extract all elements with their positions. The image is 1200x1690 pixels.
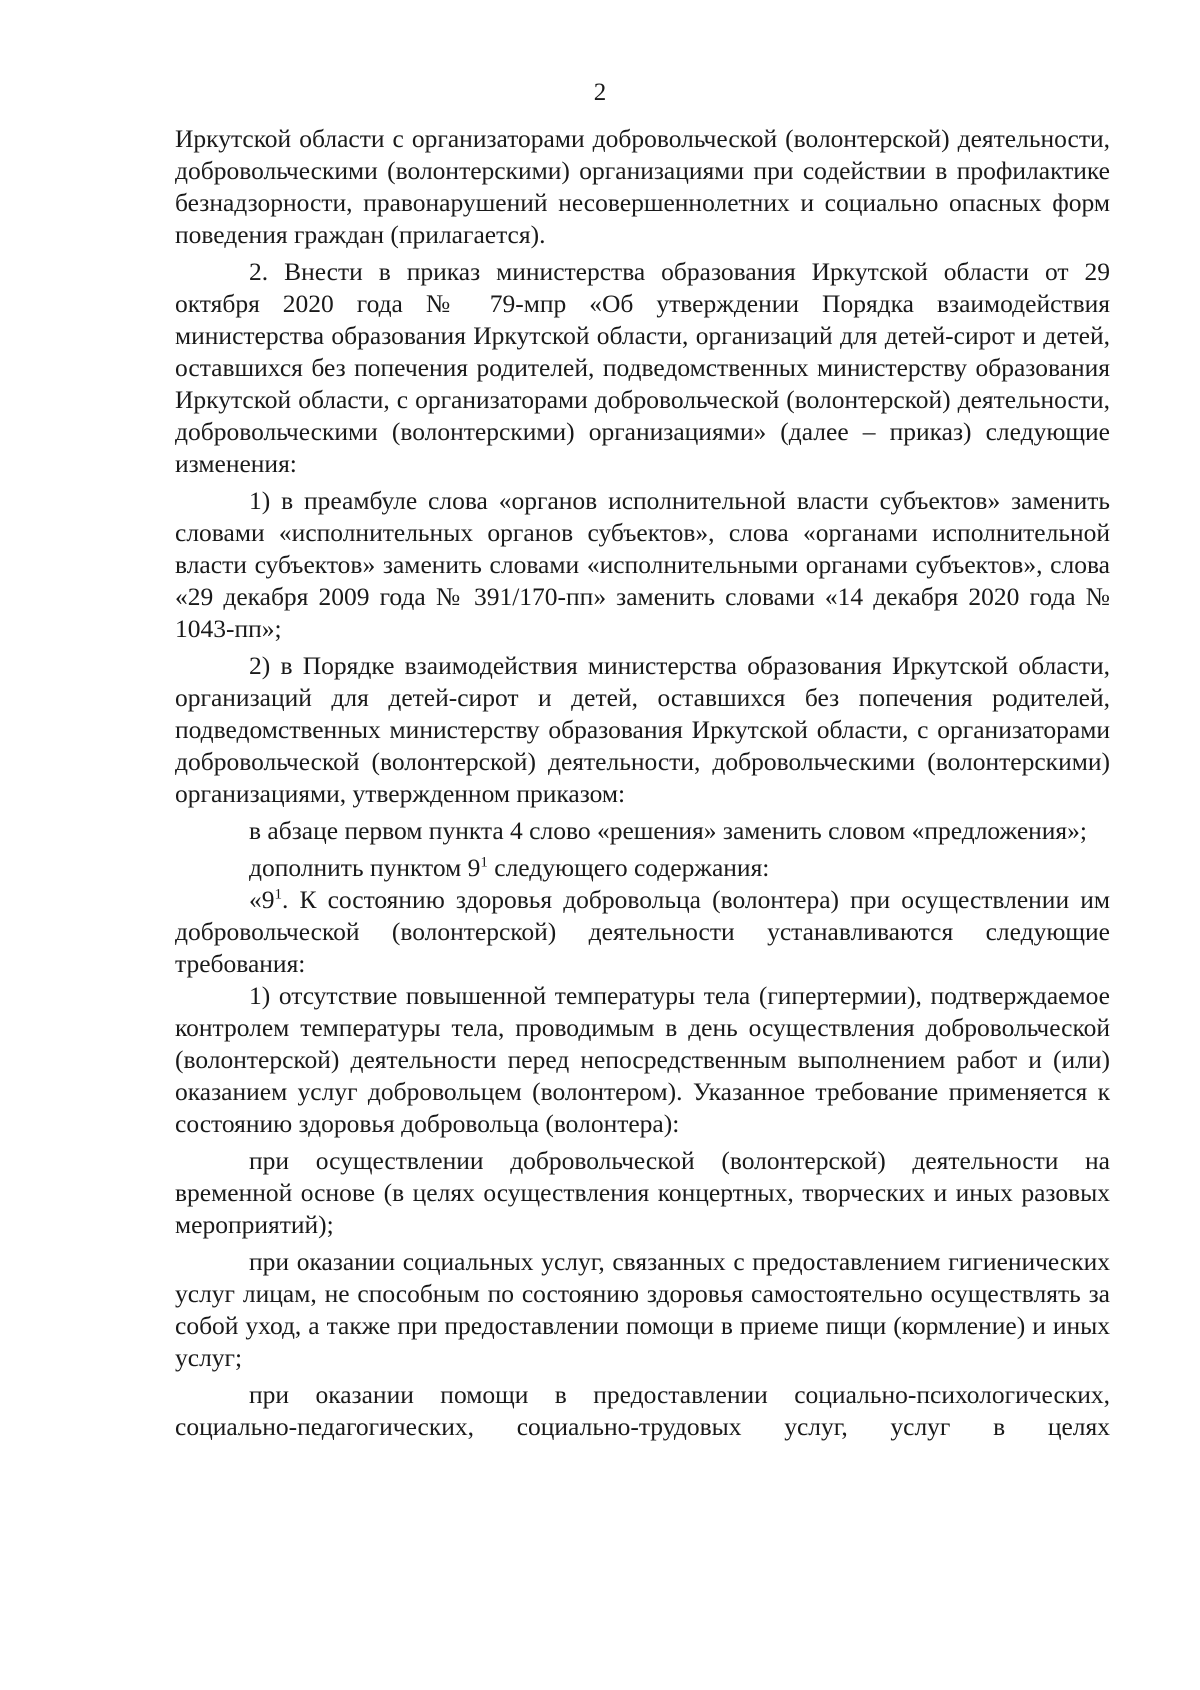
paragraph-text-after: . К состоянию здоровья добровольца (волонтера) при осуществлении им добровольческой (волонтерской) деятельности устанавливаются следующие требования: <box>175 885 1110 978</box>
paragraph-text-before: дополнить пунктом 9 <box>249 853 481 882</box>
paragraph-text-before: «9 <box>249 885 275 914</box>
paragraph-subitem-2: 2) в Порядке взаимодействия министерства образования Иркутской области, организаций для детей-сирот и детей, оставшихся без попечения родителей, подведомственных министерству образования Иркутской области, с организаторами добровольческой (волонтерской) деятельности, добровольческими (волонтерскими) организациями, утвержденном приказом: <box>175 651 1110 808</box>
paragraph-continuation: Иркутской области с организаторами добровольческой (волонтерской) деятельности, добровольческими (волонтерскими) организациями при содействии в профилактике безнадзорности, правонарушений несовершеннолетних и социально опасных форм поведения граждан (прилагается). <box>175 124 1110 249</box>
superscript: 1 <box>480 854 488 871</box>
paragraph-add-point-9-1 <box>175 852 1110 884</box>
paragraph-case-assistance: при оказании помощи в предоставлении социально-психологических, социально-педагогических, социально-трудовых услуг, услуг в целях <box>175 1380 1110 1441</box>
document-body <box>175 123 1110 1443</box>
page-number: 2 <box>593 79 607 106</box>
superscript: 1 <box>274 886 282 903</box>
paragraph-amendment-point-4: в абзаце первом пункта 4 слово «решения» заменить словом «предложения»; <box>249 816 1087 845</box>
paragraph-case-social-services: при оказании социальных услуг, связанных с предоставлением гигиенических услуг лицам, не способным по состоянию здоровья самостоятельно осуществлять за собой уход, а также при предоставлении помощи в приеме пищи (кормление) и иных услуг; <box>175 1247 1110 1372</box>
paragraph-requirement-1: 1) отсутствие повышенной температуры тела (гипертермии), подтверждаемое контролем температуры тела, проводимым в день осуществления добровольческой (волонтерской) деятельности перед непосредственным выполнением работ и (или) оказанием услуг добровольцем (волонтером). Указанное требование применяется к состоянию здоровья добровольца (волонтера): <box>175 981 1110 1138</box>
paragraph-text-after: следующего содержания: <box>487 853 770 882</box>
paragraph-case-temporary: при осуществлении добровольческой (волонтерской) деятельности на временной основе (в целях осуществления концертных, творческих и иных разовых мероприятий); <box>175 1146 1110 1239</box>
paragraph-item-2: 2. Внести в приказ министерства образования Иркутской области от 29 октября 2020 года № 79-мпр «Об утверждении Порядка взаимодействия министерства образования Иркутской области, организаций для детей-сирот и детей, оставшихся без попечения родителей, подведомственных министерству образования Иркутской области, с организаторами добровольческой (волонтерской) деятельности, добровольческими (волонтерскими) организациями» (далее – приказ) следующие изменения: <box>175 257 1110 478</box>
paragraph-point-9-1 <box>175 884 1110 980</box>
paragraph-subitem-1: 1) в преамбуле слова «органов исполнительной власти субъектов» заменить словами «исполнительных органов субъектов», слова «органами исполнительной власти субъектов» заменить словами «исполнительными органами субъектов», слова «29 декабря 2009 года № 391/170-пп» заменить словами «14 декабря 2020 года № 1043-пп»; <box>175 486 1110 643</box>
